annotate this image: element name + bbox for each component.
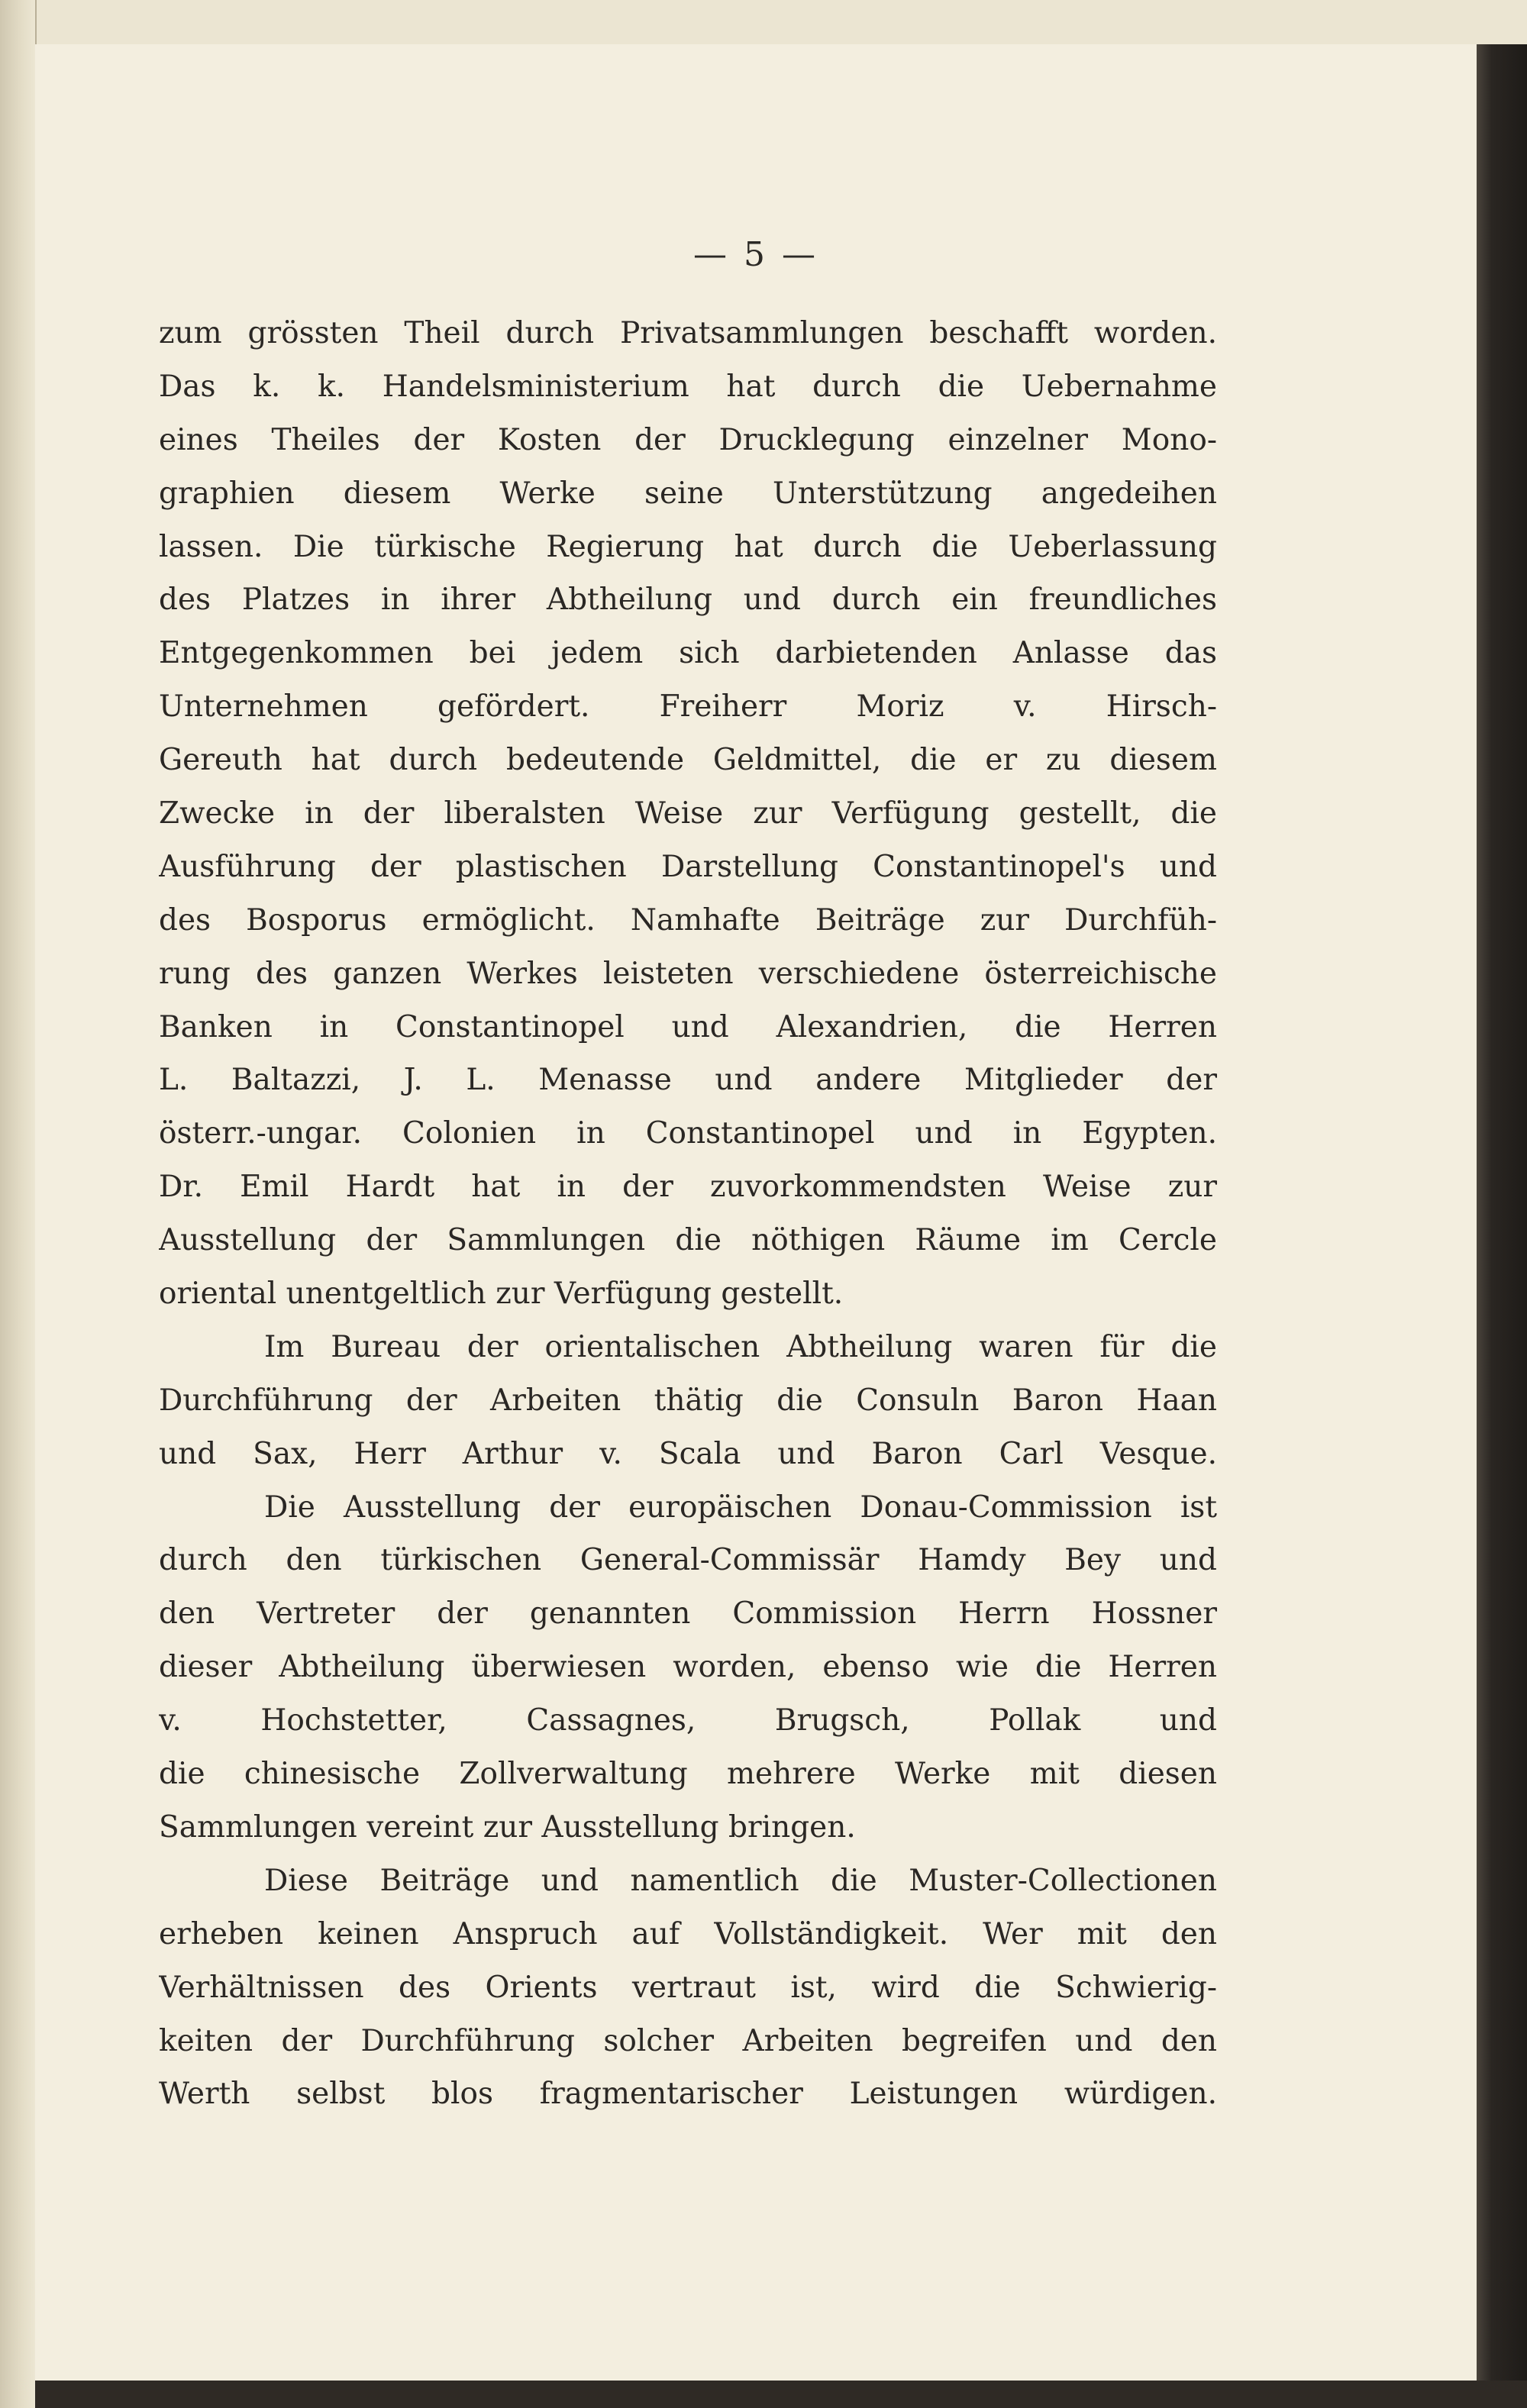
text-line: Dr. Emil Hardt hat in der zuvorkommendsten Weise zur xyxy=(159,1170,1217,1205)
text-line: des Platzes in ihrer Abtheilung und durch ein freundliches xyxy=(159,583,1217,618)
text-line: Das k. k. Handelsministerium hat durch die Uebernahme xyxy=(159,369,1217,404)
text-line: des Bosporus ermöglicht. Namhafte Beiträge zur Durchfüh- xyxy=(159,902,1217,938)
text-line: keiten der Durchführung solcher Arbeiten begreifen und den xyxy=(159,2023,1217,2058)
text-line: dieser Abtheilung überwiesen worden, ebenso wie die Herren xyxy=(159,1650,1217,1685)
text-line: Werth selbst blos fragmentarischer Leistungen würdigen. xyxy=(159,2077,1217,2112)
body-text xyxy=(159,307,1217,2121)
text-line: rung des ganzen Werkes leisteten verschiedene österreichische xyxy=(159,956,1217,991)
text-line: graphien diesem Werke seine Unterstützung angedeihen xyxy=(159,476,1217,511)
text-line: Sammlungen vereint zur Ausstellung bringen. xyxy=(159,1809,856,1845)
text-line: Zwecke in der liberalsten Weise zur Verfügung gestellt, die xyxy=(159,796,1217,831)
text-line: die chinesische Zollverwaltung mehrere Werke mit diesen xyxy=(159,1757,1217,1792)
text-line: österr.-ungar. Colonien in Constantinopel und in Egypten. xyxy=(159,1116,1217,1151)
text-line: Die Ausstellung der europäischen Donau-Commission ist xyxy=(264,1490,1217,1525)
text-line: v. Hochstetter, Cassagnes, Brugsch, Pollak und xyxy=(159,1703,1217,1738)
text-line: Entgegenkommen bei jedem sich darbietenden Anlasse das xyxy=(159,636,1217,671)
text-line: Im Bureau der orientalischen Abtheilung waren für die xyxy=(264,1329,1217,1364)
text-line: zum grössten Theil durch Privatsammlungen beschafft worden. xyxy=(159,316,1217,350)
text-line: L. Baltazzi, J. L. Menasse und andere Mitglieder der xyxy=(159,1063,1217,1098)
text-line: und Sax, Herr Arthur v. Scala und Baron Carl Vesque. xyxy=(159,1436,1217,1471)
text-line: Diese Beiträge und namentlich die Muster-Collectionen xyxy=(264,1863,1217,1898)
page-edge-shadow xyxy=(1477,44,1527,2408)
text-line: Ausstellung der Sammlungen die nöthigen Räume im Cercle xyxy=(159,1223,1217,1258)
page-bottom-shadow xyxy=(35,2381,1527,2408)
text-line: Durchführung der Arbeiten thätig die Consuln Baron Haan xyxy=(159,1383,1217,1418)
text-line: den Vertreter der genannten Commission Herrn Hossner xyxy=(159,1596,1217,1632)
page-number: — 5 — xyxy=(693,235,818,274)
text-line: erheben keinen Anspruch auf Vollständigkeit. Wer mit den xyxy=(159,1916,1217,1951)
text-line: Unternehmen gefördert. Freiherr Moriz v. Hirsch- xyxy=(159,689,1217,725)
text-line: lassen. Die türkische Regierung hat durch die Ueberlassung xyxy=(159,529,1217,564)
text-line: eines Theiles der Kosten der Drucklegung einzelner Mono- xyxy=(159,422,1217,457)
text-line: Verhältnissen des Orients vertraut ist, wird die Schwierig- xyxy=(159,1970,1217,2005)
text-line: Ausführung der plastischen Darstellung Constantinopel's und xyxy=(159,849,1217,884)
top-margin xyxy=(35,0,1527,44)
text-line: Gereuth hat durch bedeutende Geldmittel, die er zu diesem xyxy=(159,743,1217,778)
text-line: durch den türkischen General-Commissär Hamdy Bey und xyxy=(159,1543,1217,1578)
text-line: Banken in Constantinopel und Alexandrien, die Herren xyxy=(159,1009,1217,1044)
text-line: oriental unentgeltlich zur Verfügung gestellt. xyxy=(159,1277,844,1312)
previous-page-edge xyxy=(0,0,37,2408)
